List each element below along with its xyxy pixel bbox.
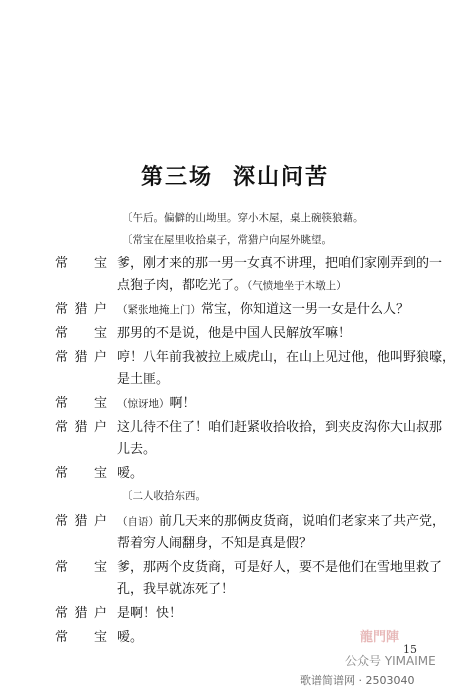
dialogue-continuation: 是土匪。	[117, 372, 170, 387]
dialogue-line	[55, 416, 442, 438]
dialogue-line	[55, 462, 143, 484]
scene-number: 第三场	[140, 165, 213, 190]
speaker: 常宝	[55, 630, 107, 645]
dialogue-text: 前几天来的那俩皮货商，说咱们老家来了共产党，	[159, 514, 446, 529]
scene-name: 深山问苦	[233, 165, 330, 190]
watermark-site: 歌谱简谱网 · 2503040	[300, 674, 415, 687]
dialogue-text: 点狍子肉，都吃光了。	[117, 278, 248, 293]
dialogue-text: 哼！八年前我被拉上威虎山，在山上见过他，他叫野狼嚎，	[117, 350, 456, 365]
dialogue-continuation: 儿去。	[117, 442, 157, 457]
dialogue-text: 爹，那两个皮货商，可是好人，要不是他们在雪地里救了	[117, 560, 443, 575]
stage-direction-inline: （惊讶地）	[117, 398, 170, 410]
speaker: 常宝	[55, 466, 107, 481]
dialogue-line	[55, 602, 182, 624]
speaker: 常猎户	[55, 350, 107, 365]
dialogue-text: 常宝，你知道这一男一女是什么人？	[201, 302, 410, 317]
page-number: 15	[403, 643, 417, 656]
stage-direction-inline: （自语）	[117, 516, 159, 528]
dialogue-line	[55, 346, 455, 368]
dialogue-text: 这儿待不住了！咱们赶紧收拾收拾，到夹皮沟你大山叔那	[117, 420, 443, 435]
dialogue-text: 是啊！快！	[117, 606, 183, 621]
watermark-text: 公众号 YIMAIME	[345, 654, 436, 668]
stage-direction-3: 〔二人收拾东西。	[122, 490, 206, 502]
dialogue-line	[55, 322, 351, 344]
speaker: 常猎户	[55, 514, 107, 529]
speaker: 常宝	[55, 256, 107, 271]
dialogue-line	[55, 252, 442, 274]
speaker: 常宝	[55, 560, 107, 575]
stage-direction-inline: （紧张地掩上门）	[117, 304, 201, 316]
dialogue-text: 嗳。	[117, 630, 144, 645]
dialogue-text: 爹，刚才来的那一男一女真不讲理，把咱们家刚弄到的一	[117, 256, 443, 271]
dialogue-line	[55, 626, 143, 648]
dialogue-continuation: 孔，我早就冻死了！	[117, 582, 235, 597]
dialogue-continuation	[117, 274, 347, 293]
stage-direction-1: 〔午后。偏僻的山坳里。穿小木屋，桌上碗筷狼藉。	[122, 212, 364, 224]
stage-direction-inline: （气愤地坐于木墩上）	[247, 280, 347, 292]
dialogue-line	[55, 556, 442, 578]
watermark-logo: 龍門陣	[360, 630, 400, 645]
speaker: 常猎户	[55, 606, 107, 621]
dialogue-continuation: 帮着穷人闹翻身，不知是真是假？	[117, 536, 313, 551]
dialogue-line	[55, 298, 409, 320]
speaker: 常宝	[55, 326, 107, 341]
stage-direction-2: 〔常宝在屋里收拾桌子，常猎户向屋外眺望。	[122, 234, 332, 246]
speaker: 常宝	[55, 396, 107, 411]
dialogue-text: 啊！	[169, 396, 196, 411]
scene-title	[0, 160, 470, 191]
speaker: 常猎户	[55, 420, 107, 435]
dialogue-text: 嗳。	[117, 466, 144, 481]
dialogue-text: 那男的不是说，他是中国人民解放军嘛！	[117, 326, 352, 341]
speaker: 常猎户	[55, 302, 107, 317]
dialogue-line	[55, 510, 445, 532]
dialogue-line	[55, 392, 196, 414]
